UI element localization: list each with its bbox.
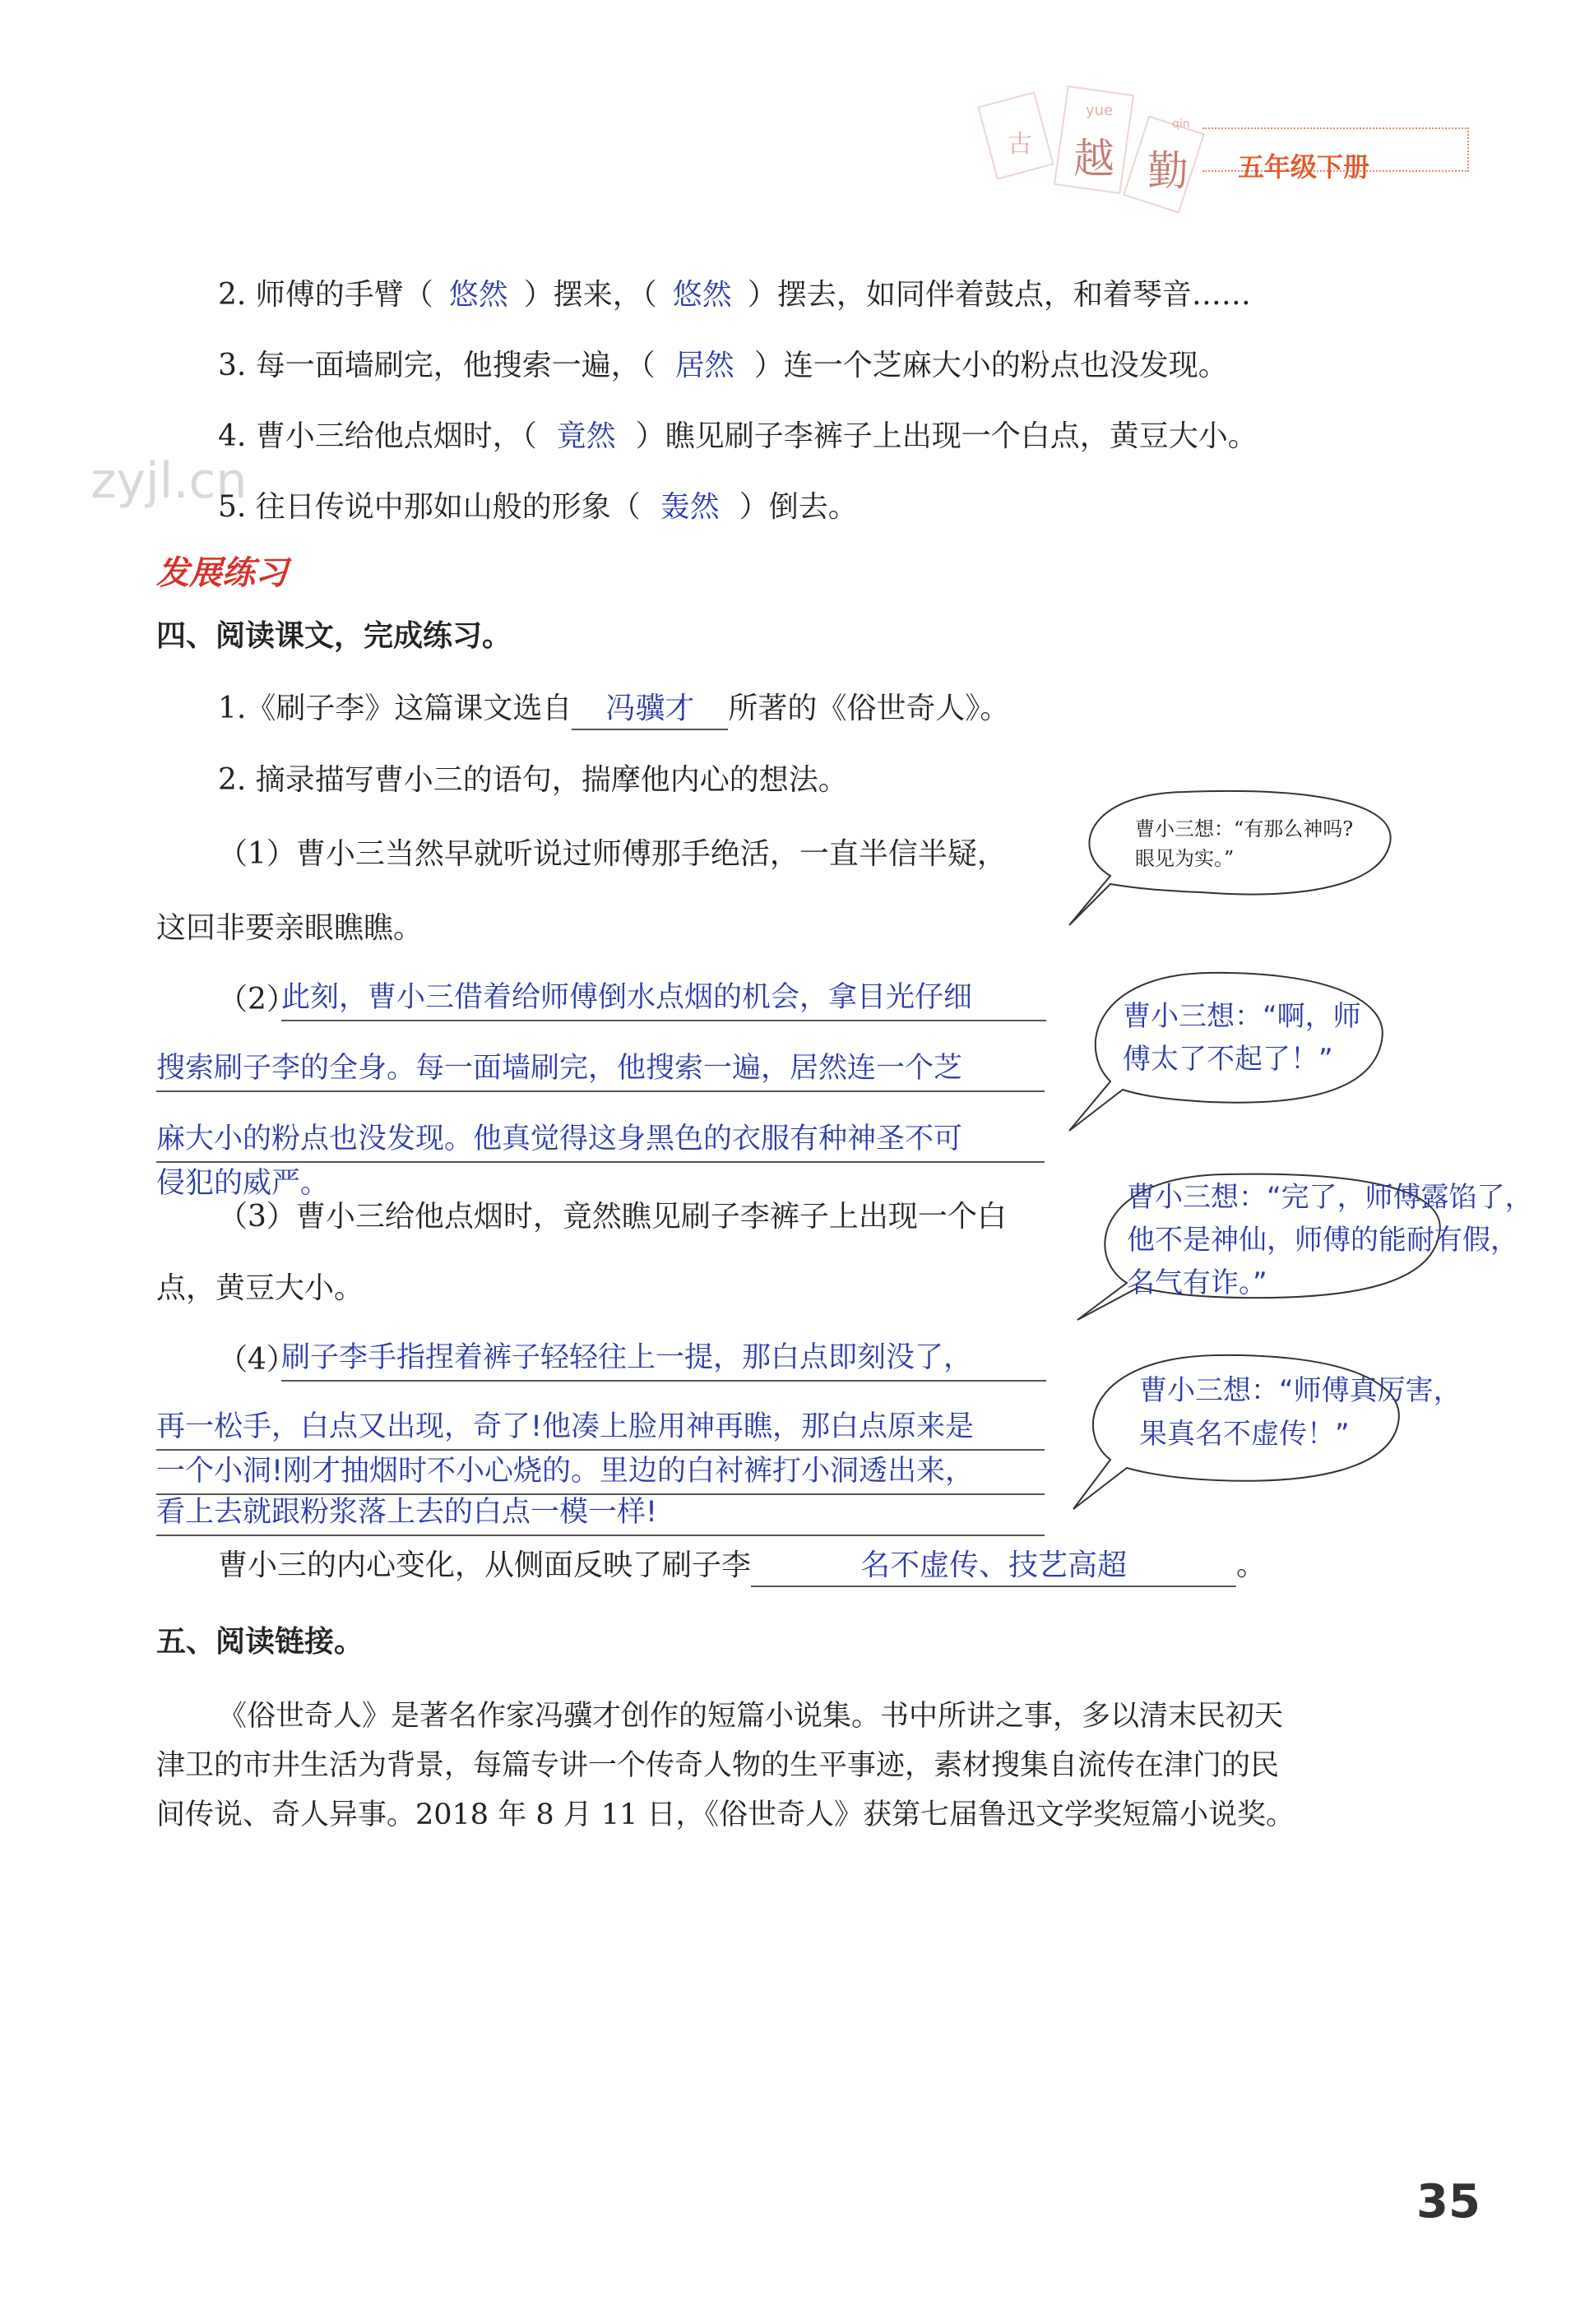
header-stamp [971, 82, 1209, 238]
q3-answer: 居然 [674, 349, 734, 382]
conclusion-answer: 名不虚传、技艺高超 [751, 1546, 1236, 1587]
exercise3-q2 [218, 275, 1251, 315]
passage2-line-4: 侵犯的威严。 [156, 1167, 330, 1200]
watermark: zyjl.cn [90, 452, 248, 510]
q2-answer-1: 悠然 [448, 278, 508, 312]
passage3-line1: （3）曹小三给他点烟时，竟然瞧见刷子李裤子上出现一个白 [218, 1200, 1007, 1234]
bubble-3-line-3: 名气有诈。” [1127, 1266, 1267, 1299]
passage4-line-4: 看上去就跟粉浆落上去的白点一模一样! [156, 1490, 1045, 1536]
q3-post: ）连一个芝麻大小的粉点也没发现。 [753, 349, 1228, 382]
passage4-number: （4） [218, 1343, 296, 1377]
q5-answer: 轰然 [660, 490, 720, 524]
stamp-pinyin-1: yue [1086, 102, 1114, 119]
bubble-3-line-2: 他不是神仙，师傅的能耐有假， [1127, 1224, 1518, 1257]
q2-post: ）摆去，如同伴着鼓点，和着琴音…… [747, 278, 1251, 312]
section5-title: 五、阅读链接。 [156, 1625, 364, 1659]
passage4-line-1: 刷子李手指捏着裤子轻轻往上一提，那白点即刻没了， [281, 1336, 1046, 1382]
section5-line-1: 《俗世奇人》是著名作家冯骥才创作的短篇小说集。书中所讲之事，多以清末民初天 [218, 1700, 1284, 1733]
page-number: 35 [1416, 2175, 1480, 2229]
passage4-line-3: 一个小洞!刚才抽烟时不小心烧的。里边的白衬裤打小洞透出来， [156, 1449, 1045, 1495]
passage1-line2: 这回非要亲眼瞧瞧。 [156, 911, 424, 945]
stamp-pinyin-2: qin [1172, 118, 1190, 131]
bubble-3-line-1: 曹小三想：“完了，师傅露馅了， [1127, 1181, 1533, 1214]
passage2-line-1: 此刻，曹小三借着给师傅倒水点烟的机会，拿目光仔细 [281, 975, 1046, 1021]
q5-post: ）倒去。 [739, 490, 858, 524]
bubble-1-line-1: 曹小三想：“有那么神吗? [1135, 817, 1354, 840]
stamp-char-2: 越 [1073, 135, 1114, 183]
q4-post: ）瞧见刷子李裤子上出现一个白点，黄豆大小。 [635, 419, 1258, 453]
section4-q2: 2. 摘录描写曹小三的语句，揣摩他内心的想法。 [218, 763, 848, 797]
q2-pre: 2. 师傅的手臂（ [218, 278, 433, 312]
q3-pre: 3. 每一面墙刷完，他搜索一遍，（ [218, 349, 656, 382]
q2-mid: ）摆来，（ [523, 278, 657, 312]
passage1-line1: （1）曹小三当然早就听说过师傅那手绝活，一直半信半疑， [218, 837, 1007, 871]
q4-pre: 4. 曹小三给他点烟时，（ [218, 419, 537, 453]
stamp-graphic [971, 82, 1209, 238]
q2-answer-2: 悠然 [672, 278, 732, 312]
q4-answer: 竟然 [556, 419, 616, 453]
section5-line-2: 津卫的市井生活为背景，每篇专讲一个传奇人物的生平事迹，素材搜集自流传在津门的民 [156, 1749, 1280, 1782]
exercise3-q5 [218, 488, 858, 527]
section5-line-3: 间传说、奇人异事。2018 年 8 月 11 日，《俗世奇人》获第七届鲁迅文学奖短篇小说奖。 [156, 1799, 1295, 1831]
exercise3-q3 [218, 346, 1228, 386]
stamp-char-1: 古 [1008, 130, 1032, 159]
passage2-line-3: 麻大小的粉点也没发现。他真觉得这身黑色的衣服有种神圣不可 [156, 1117, 1045, 1163]
section4-title: 四、阅读课文，完成练习。 [156, 619, 512, 653]
passage3-line2: 点，黄豆大小。 [156, 1271, 364, 1305]
passage2-number: （2） [218, 983, 296, 1016]
s4-q1-post: 所著的《俗世奇人》。 [728, 692, 1010, 725]
conclusion-post: 。 [1236, 1549, 1267, 1582]
bubble-2-line-1: 曹小三想：“啊，师 [1123, 1000, 1361, 1033]
passage4-line-2: 再一松手，白点又出现，奇了!他凑上脸用神再瞧，那白点原来是 [156, 1405, 1045, 1451]
bubble-4-line-2: 果真名不虚传！” [1139, 1418, 1350, 1451]
passage2-line-2: 搜索刷子李的全身。每一面墙刷完，他搜索一遍，居然连一个芝 [156, 1046, 1045, 1092]
bubble-4-line-1: 曹小三想：“师傅真厉害， [1139, 1374, 1462, 1407]
conclusion-pre: 曹小三的内心变化，从侧面反映了刷子李 [218, 1549, 752, 1582]
s4-q1-pre: 1.《刷子李》这篇课文选自 [218, 692, 572, 725]
section4-conclusion [218, 1546, 1266, 1587]
bubble-1-line-2: 眼见为实。” [1135, 847, 1235, 870]
section4-q1 [218, 689, 1009, 730]
grade-label: 五年级下册 [1238, 151, 1370, 183]
development-heading: 发展练习 [156, 554, 288, 592]
exercise3-q4 [218, 417, 1258, 456]
stamp-char-3: 勤 [1147, 147, 1189, 195]
bubble-2-line-2: 傅太了不起了！” [1123, 1043, 1333, 1076]
q5-pre: 5. 往日传说中那如山般的形象（ [218, 490, 641, 524]
s4-q1-answer: 冯骥才 [572, 689, 728, 730]
